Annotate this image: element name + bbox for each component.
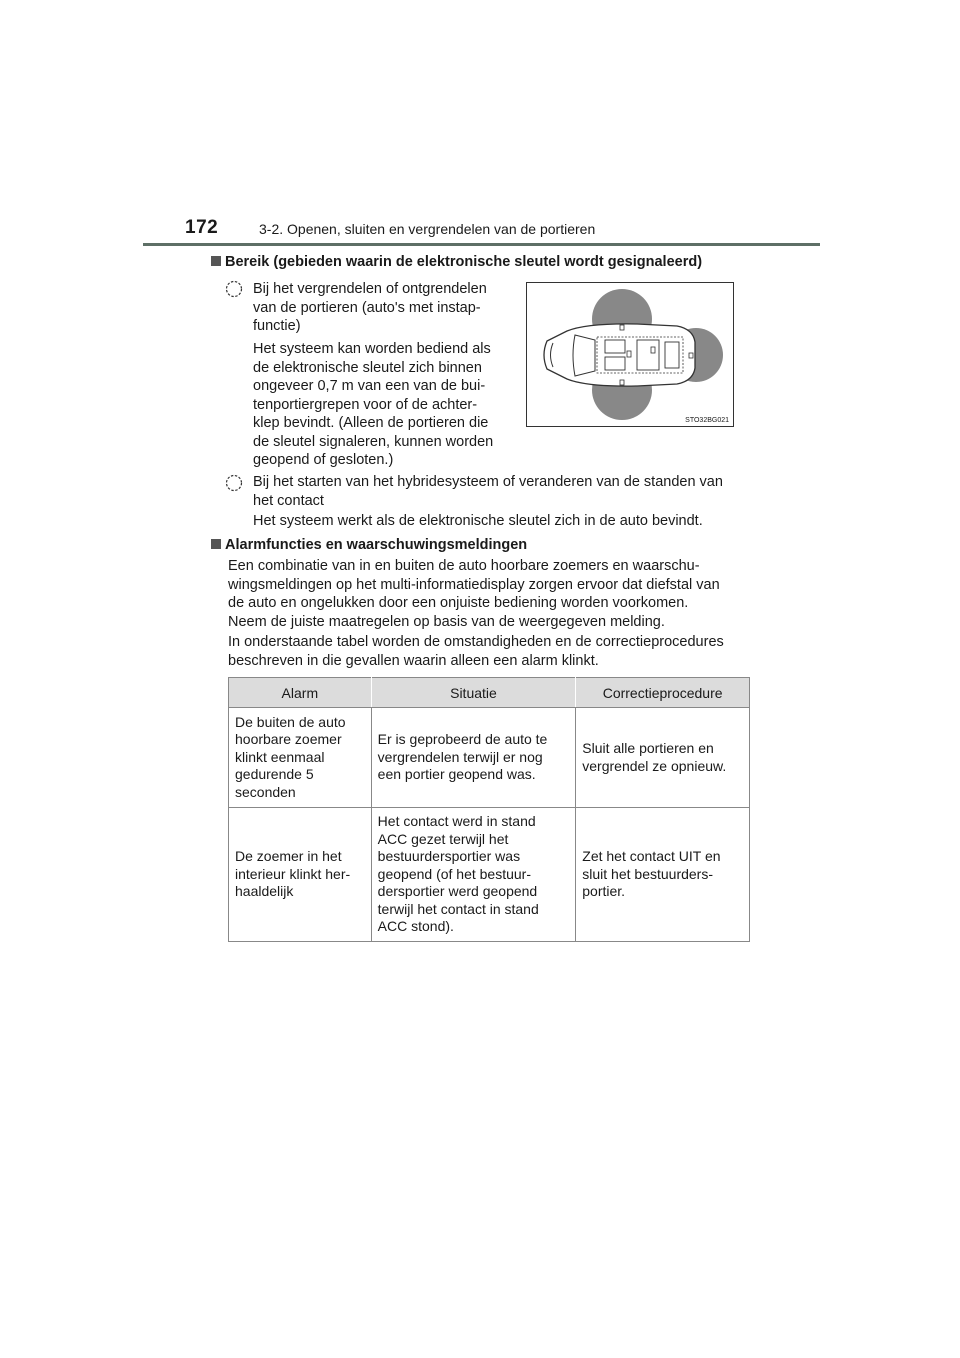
text-line: sluit het bestuurders- — [582, 865, 713, 882]
alarm-table — [228, 677, 750, 942]
dashed-circle-icon — [225, 280, 243, 298]
text-line: interieur klinkt her- — [235, 865, 351, 882]
text-line: hoorbare zoemer — [235, 731, 342, 748]
section-title-text: Alarmfuncties en waarschuwingsmeldingen — [225, 537, 528, 553]
text-line: functie) — [253, 318, 301, 334]
text-line: ACC gezet terwijl het — [377, 830, 509, 847]
item1-body — [253, 340, 505, 470]
text-line: dersportier werd geopend — [377, 883, 538, 900]
text-line: beschreven in die gevallen waarin alleen een alarm klinkt. — [228, 652, 599, 669]
text-line: Zet het contact UIT en — [582, 848, 721, 865]
text-line: Het systeem kan worden bediend als — [253, 341, 491, 357]
text-line: tenportiergrepen voor of de achter- — [253, 396, 478, 413]
table-row — [229, 708, 750, 808]
text-line: seconden — [235, 783, 296, 800]
car-top-view-illustration — [527, 283, 733, 426]
text-line: Bij het starten van het hybridesysteem of veranderen van de standen van — [253, 474, 723, 490]
table-cell-alarm — [229, 708, 372, 808]
item2-body: Het systeem werkt als de elektronische sleutel zich in de auto bevindt. — [253, 513, 703, 529]
table-row — [229, 808, 750, 942]
text-line: In onderstaande tabel worden de omstandigheden en de correctieprocedures — [228, 634, 724, 650]
text-line: Bij het vergrendelen of ontgrendelen — [253, 281, 487, 297]
text-line: Een combinatie van in en buiten de auto hoorbare zoemers en waarschu- — [228, 558, 700, 574]
text-line: een portier geopend was. — [377, 766, 536, 783]
table-intro-paragraph — [228, 633, 744, 670]
dashed-circle-icon — [225, 474, 243, 492]
text-line: vergrendel ze opnieuw. — [582, 757, 727, 774]
text-line: ongeveer 0,7 m van een van de bui- — [253, 378, 486, 394]
text-line: klep bevindt. (Alleen de portieren die — [253, 415, 489, 431]
text-line: ACC stond). — [377, 918, 454, 935]
table-cell-alarm — [229, 808, 372, 942]
section-title-range — [211, 253, 771, 271]
text-line: wingsmeldingen op het multi-informatiedisplay zorgen ervoor dat diefstal van — [228, 576, 720, 593]
text-line: Het contact werd in stand — [377, 813, 536, 830]
header-divider — [143, 243, 820, 246]
table-cell-situation — [371, 808, 576, 942]
column-header: Correctieprocedure — [576, 678, 750, 708]
item2-heading — [253, 473, 753, 510]
table-cell-procedure — [576, 808, 750, 942]
text-line: Sluit alle portieren en — [582, 740, 714, 756]
text-line: vergrendelen terwijl er nog — [377, 748, 543, 765]
text-line: haaldelijk — [235, 883, 294, 900]
section-title-text: Bereik (gebieden waarin de elektronische sleutel wordt gesignaleerd) — [225, 254, 703, 270]
text-line: het contact — [253, 492, 324, 509]
text-line: van de portieren (auto's met instap- — [253, 299, 481, 316]
square-bullet-icon — [211, 256, 221, 266]
text-line: geopend (of het bestuur- — [377, 865, 532, 882]
text-line: geopend of gesloten.) — [253, 452, 394, 468]
text-line: Neem de juiste maatregelen op basis van de weergegeven melding. — [228, 613, 665, 630]
table-header-row — [229, 678, 750, 708]
figure-code: STO32BG021 — [685, 417, 729, 424]
text-line: De zoemer in het — [235, 848, 342, 865]
text-line: De buiten de auto — [235, 713, 346, 730]
column-header: Alarm — [229, 678, 372, 708]
text-line: portier. — [582, 883, 626, 900]
table-cell-procedure — [576, 708, 750, 808]
text-line: de elektronische sleutel zich binnen — [253, 359, 482, 376]
text-line: de auto en ongelukken door een onjuiste bediening worden voorkomen. — [228, 595, 689, 611]
alarm-intro-paragraph — [228, 557, 744, 631]
text-line: gedurende 5 — [235, 766, 314, 783]
item1-heading — [253, 280, 505, 336]
key-range-figure — [526, 282, 734, 427]
text-line: klinkt eenmaal — [235, 748, 325, 765]
text-line: terwijl het contact in stand — [377, 900, 539, 917]
square-bullet-icon — [211, 539, 221, 549]
column-header: Situatie — [371, 678, 576, 708]
text-line: de sleutel signaleren, kunnen worden — [253, 433, 494, 450]
text-line: Er is geprobeerd de auto te — [377, 731, 548, 748]
page-number: 172 — [185, 217, 219, 238]
text-line: bestuurdersportier was — [377, 848, 521, 865]
table-cell-situation — [371, 708, 576, 808]
chapter-title: 3-2. Openen, sluiten en vergrendelen van de portieren — [259, 221, 596, 237]
section-title-alarms — [211, 536, 771, 554]
